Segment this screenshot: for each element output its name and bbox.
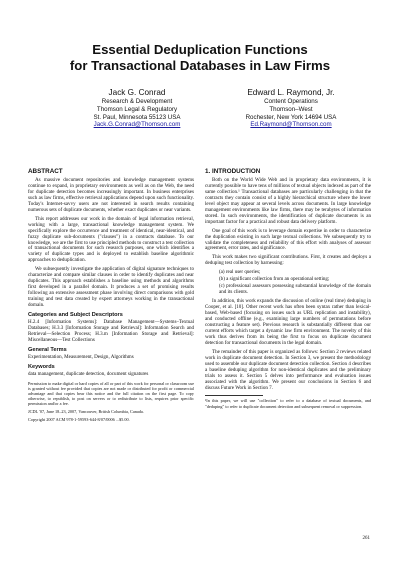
author-address: St. Paul, Minnesota 55123 USA (93, 113, 181, 121)
author-name: Jack G. Conrad (108, 88, 166, 97)
keywords-heading: Keywords (28, 363, 55, 370)
paper-title (20, 42, 380, 74)
copyright-line: Copyright 2007 ACM 978-1-59593-644-8/07/0006 ...$5.00. (28, 417, 130, 423)
intro-paragraph: The remainder of this paper is organized as follows: Section 2 reviews related work in duplicate document detection. In Section 3, we present the methodology used to assemble our duplicate document detection collection. Section 4 describes a baseline deduping algorithm for non-identical duplicates and the preliminary trials to assess it. Section 5 delves into performance and evaluation issues associated with the algorithm. We present our conclusions in Section 6 and discuss Future Work in Section 7. (205, 348, 371, 391)
intro-paragraph: In addition, this work expands the discussion of online (real time) deduping in Cooper, et al. [10]. Other recent work has often been syntax rather than lexical-based, Web-based (focusing on issues such as URL replication and instability), and conducted offline (e.g., examining large numbers of permutations before constructing a feature set). Previous research is substantially different than our current efforts which target a dynamic law firm environment. The novelty of this work thus derives from its being the first to focus on duplicate document detection for transactional documents in the legal domain. (205, 298, 371, 346)
contribution-list (219, 270, 371, 296)
author-address: Rochester, New York 14694 USA (245, 113, 337, 121)
footnote-divider (205, 395, 263, 396)
author-org: Thomson–West (269, 105, 313, 113)
abstract-paragraph: This report addresses our work in the domain of legal information retrieval, working with a large, transactional knowledge management system. We specifically explore the occurrence and treatment of identical, near-identical, and fuzzy duplicate sub-documents ("clauses") in a contracts database. To our knowledge, we are the first to use principled methods to construct a test collection of transactional documents for such research purposes, one which identifies a variety of duplicate types and is deployed to establish baseline algorithmic approaches to deduplication. (28, 215, 194, 264)
list-item: (b) a significant collection from an operational setting; (219, 276, 330, 283)
abstract-paragraph: As massive document repositories and knowledge management systems continue to expand, in proprietary environments as well as on the Web, the need for duplicate detection becomes increasingly important. In business enterprises such as law firms, effective retrieval applications depend upon such functionality. Today's Internet-savvy users are not interested in search results containing numerous sets of duplicate documents, whether exact duplicates or near variants. (28, 177, 194, 213)
author-name: Edward L. Raymond, Jr. (247, 88, 335, 97)
intro-paragraph: This work makes two significant contributions. First, it creates and deploys a deduping test collection by harnessing: (205, 254, 371, 267)
abstract-heading: ABSTRACT (28, 168, 63, 175)
general-terms-text: Experimentation, Measurement, Design, Algorithms (28, 353, 134, 360)
left-column (28, 168, 194, 425)
categories-heading: Categories and Subject Descriptors (28, 312, 123, 319)
footnote: ¹In this paper, we will use "collection" to refer to a database of textual documents, and "deduping" to refer to duplicate document detection and subsequent removal or suppression. (205, 398, 371, 409)
title-line-2: for Transactional Databases in Law Firms (69, 58, 331, 73)
abstract-paragraph: We subsequently investigate the application of digital signature techniques to characterize and compare similar clauses in order to identify duplicates and near duplicates. This approach establishes a baseline using methods and algorithms first developed in a parallel domain. It produces a set of promising results following an extensive assessment phase involving direct comparisons with gold training and test data created by expert attorneys working in the transactional domain. (28, 266, 194, 309)
intro-heading: 1. INTRODUCTION (205, 168, 261, 175)
author-dept: Content Operations (264, 98, 318, 105)
author-block-2 (206, 88, 376, 129)
page-number: 261 (362, 536, 370, 541)
list-item: (c) professional assessors possessing substantial knowledge of the domain and its clients. (219, 283, 371, 296)
right-column (205, 168, 371, 412)
author-email-link[interactable]: Ed.Raymond@Thomson.com (250, 121, 332, 129)
intro-paragraph: Both on the World Wide Web and in proprietary data environments, it is currently possible to have tens of millions of textual objects indexed as part of the same collection.¹ Transactional databases are particularly challenging in that the contracts they contain consist of a highly hierarchical structure where the lower level object may appear at several levels across documents. In large knowledge management environments like law firms, there may be terabytes of information stored. In such environments, the identification of duplicate documents is an important factor for a practical and robust data delivery platform. (205, 177, 371, 225)
intro-paragraph: One goal of this work is to leverage domain expertise in order to characterize the duplication existing in such large textual collections. We subsequently try to validate the completeness and reliability of this effort with analyses of assessor agreement, error rates, and significance. (205, 227, 371, 252)
keywords-text: data management, duplicate detection, document signatures (28, 370, 149, 377)
conference-venue: JCDL '07, June 18–23, 2007, Vancouver, British Columbia, Canada. (28, 408, 144, 414)
author-email-link[interactable]: Jack.G.Conrad@Thomson.com (93, 121, 181, 129)
author-dept: Research & Development (101, 98, 173, 105)
permission-notice: Permission to make digital or hard copies of all or part of this work for personal or classroom use is granted without fee provided that copies are not made or distributed for profit or commercial advantage and that copies bear this notice and the full citation on the first page. To copy otherwise, to republish, to post on servers or to redistribute to lists, requires prior specific permission and/or a fee. (28, 380, 194, 406)
title-line-1: Essential Deduplication Functions (92, 42, 308, 57)
author-org: Thomson Legal & Regulatory (96, 105, 178, 113)
author-block-1 (52, 88, 222, 129)
categories-text: H.2.4 [Information Systems]: Database Management—Systems–Textual Databases; H.3.3 [Information Storage and Retrieval]: Information Search and Retrieval—Selection Process; H.3.m [Information Storage and Retrieval]: Miscellaneous—Test Collections (28, 319, 194, 343)
general-terms-heading: General Terms (28, 346, 67, 353)
list-item: (a) real user queries; (219, 269, 261, 276)
